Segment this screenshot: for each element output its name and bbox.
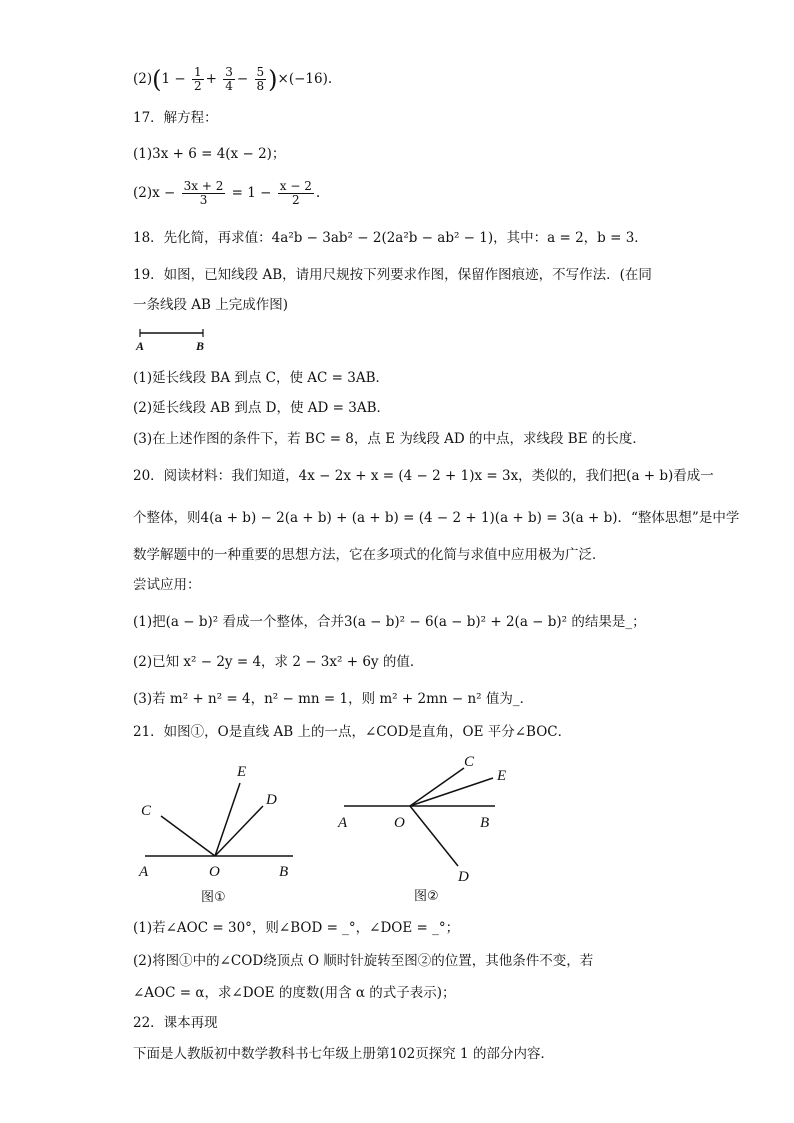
q20-part1: (1)把(a − b)² 看成一个整体，合并3(a − b)² − 6(a − b)² + 2(a − b)² 的结果是_；: [133, 614, 646, 630]
q19-part3: (3)在上述作图的条件下，若 BC = 8，点 E 为线段 AD 的中点，求线段 BE 的长度．: [133, 431, 646, 447]
q19-line1: 19．如图，已知线段 AB，请用尺规按下列要求作图，保留作图痕迹，不写作法．(在同: [133, 267, 652, 283]
q17-part1: (1)3x + 6 = 4(x − 2)；: [133, 146, 286, 162]
fig2-label-b: B: [480, 815, 490, 831]
fig2-label-c: C: [464, 754, 475, 770]
q16-part2: (2)(1 − $\frac{1}{2}$ + $\frac{3}{4}$ − $\frac{5}{8}$ )×(−16).: [133, 65, 333, 94]
fig1-label-d: D: [266, 792, 277, 808]
fig2-label-e: E: [497, 768, 507, 784]
q22-title: 22．课本再现: [133, 1015, 218, 1031]
q19-part1: (1)延长线段 BA 到点 C，使 AC = 3AB．: [133, 370, 390, 386]
q20-line1: 20．阅读材料：我们知道，4x − 2x + x = (4 − 2 + 1)x = 3x，类似的，我们把(a + b)看成一: [133, 468, 714, 484]
q21-part1: (1)若∠AOC = 30°，则∠BOD = _°，∠DOE = _°；: [133, 920, 460, 936]
fig2-label-o: O: [394, 815, 405, 831]
q18: 18．先化简，再求值：4a²b − 3ab² − 2(2a²b − ab² − 1)，其中：a = 2，b = 3．: [133, 230, 648, 246]
q20-part2: (2)已知 x² − 2y = 4，求 2 − 3x² + 6y 的值．: [133, 654, 424, 670]
fig1-label-b: B: [279, 864, 289, 880]
point-b-label: B: [196, 339, 205, 353]
q17-title: 17．解方程：: [133, 110, 218, 126]
fig2-caption: 图②: [414, 889, 439, 904]
q17-part2: (2)x − $\frac{3x + 2}{3}$ = 1 − $\frac{x - 2}{2}$ .: [133, 179, 321, 207]
segment-ab-figure: [133, 325, 223, 353]
q22-line1: 下面是人教版初中数学教科书七年级上册第102页探究 1 的部分内容．: [133, 1046, 554, 1062]
fig1-label-c: C: [141, 803, 152, 819]
q19-line2: 一条线段 AB 上完成作图): [133, 297, 289, 313]
figure-2: [330, 748, 520, 908]
figure-1: [133, 758, 303, 908]
q19-part2: (2)延长线段 AB 到点 D，使 AD = 3AB．: [133, 400, 391, 416]
fig1-label-e: E: [237, 764, 247, 780]
q20-part3: (3)若 m² + n² = 4，n² − mn = 1，则 m² + 2mn − n² 值为_．: [133, 691, 534, 707]
q21-part2b: ∠AOC = α，求∠DOE 的度数(用含 α 的式子表示)；: [133, 985, 456, 1001]
q20-line2: 个整体，则4(a + b) − 2(a + b) + (a + b) = (4 − 2 + 1)(a + b) = 3(a + b)．“整体思想”是中学: [133, 510, 740, 526]
fig2-label-a: A: [338, 815, 348, 831]
q20-line3: 数学解题中的一种重要的思想方法，它在多项式的化简与求值中应用极为广泛．: [133, 547, 606, 563]
point-a-label: A: [136, 339, 145, 353]
q20-line4: 尝试应用：: [133, 577, 201, 593]
fig1-label-a: A: [139, 864, 149, 880]
fig2-label-d: D: [458, 869, 469, 885]
q21-part2a: (2)将图①中的∠COD绕顶点 O 顺时针旋转至图②的位置，其他条件不变，若: [133, 953, 594, 969]
q21-line1: 21．如图①，O是直线 AB 上的一点，∠COD是直角，OE 平分∠BOC．: [133, 724, 572, 740]
fig1-caption: 图①: [201, 890, 226, 905]
fig1-label-o: O: [209, 864, 220, 880]
